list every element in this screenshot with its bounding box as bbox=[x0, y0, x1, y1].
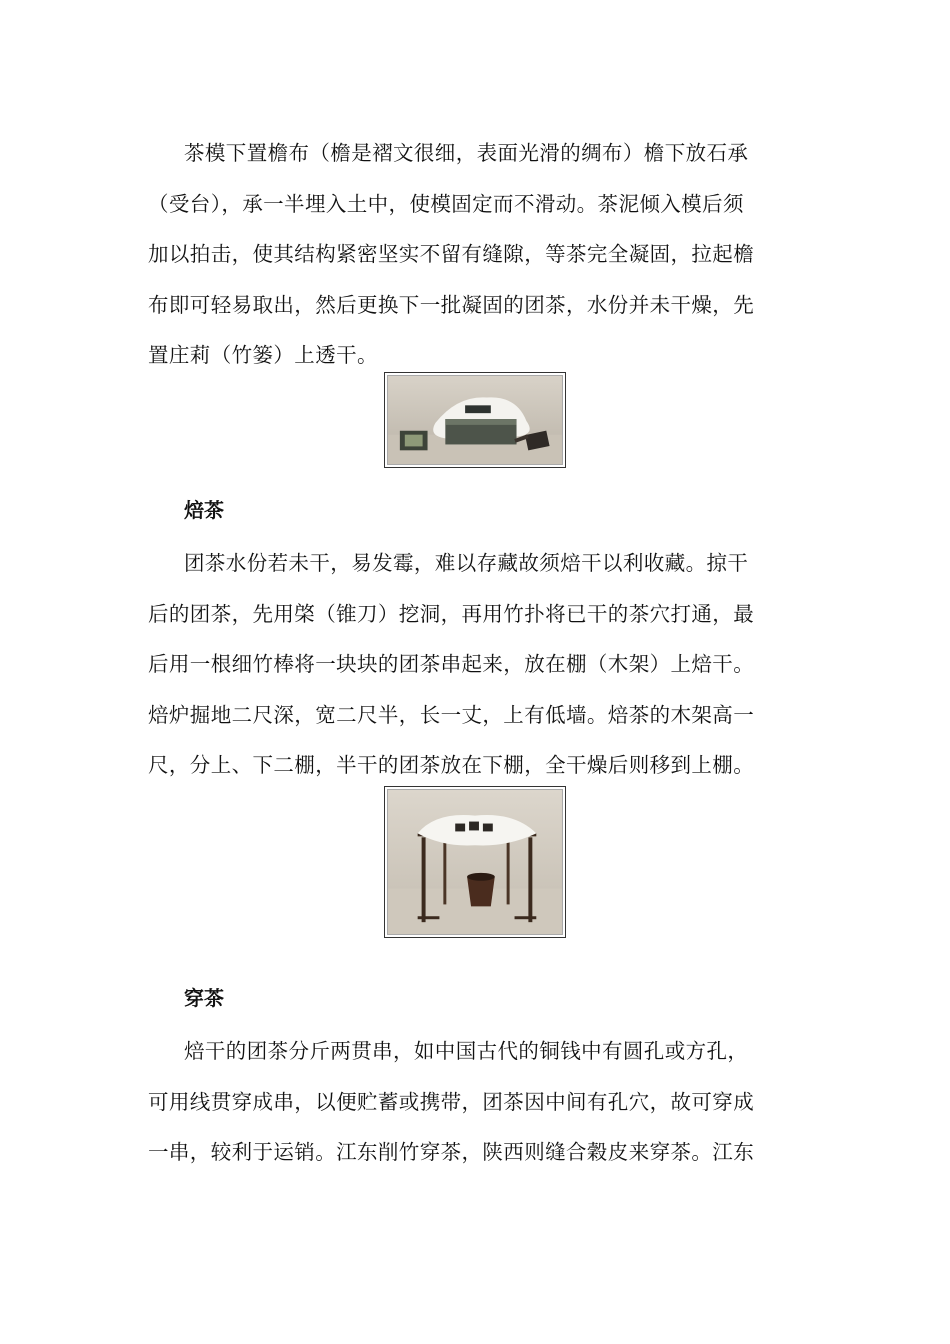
heading-bei-cha: 焙茶 bbox=[184, 498, 224, 522]
figure-tea-mold-photo bbox=[384, 372, 566, 468]
paragraph-line: 焙干的团茶分斤两贯串，如中国古代的铜钱中有圆孔或方孔， bbox=[184, 1039, 749, 1063]
heading-chuan-cha: 穿茶 bbox=[184, 986, 224, 1010]
paragraph-line: 后用一根细竹棒将一块块的团茶串起来，放在棚（木架）上焙干。 bbox=[148, 652, 755, 676]
paragraph-line: 一串，较利于运销。江东削竹穿茶，陕西则缝合穀皮来穿茶。江东 bbox=[148, 1140, 755, 1164]
tea-mold-illustration bbox=[388, 376, 562, 464]
paragraph-line: 加以拍击，使其结构紧密坚实不留有缝隙，等茶完全凝固，拉起檐 bbox=[148, 242, 755, 266]
paragraph-line: 茶模下置檐布（檐是褶文很细，表面光滑的绸布）檐下放石承 bbox=[184, 141, 749, 165]
paragraph-line: 置庄莉（竹篓）上透干。 bbox=[148, 343, 378, 367]
drying-rack-illustration bbox=[388, 790, 562, 934]
paragraph-line: 布即可轻易取出，然后更换下一批凝固的团茶，水份并未干燥，先 bbox=[148, 292, 755, 317]
paragraph-chuan-cha bbox=[148, 1026, 808, 1178]
paragraph-bei-cha bbox=[148, 538, 808, 791]
paragraph-tea-mold bbox=[148, 128, 808, 381]
paragraph-line: （受台），承一半埋入土中，使模固定而不滑动。茶泥倾入模后须 bbox=[148, 191, 744, 216]
paragraph-line: 尺，分上、下二棚，半干的团茶放在下棚，全干燥后则移到上棚。 bbox=[148, 753, 755, 777]
paragraph-line: 焙炉掘地二尺深，宽二尺半，长一丈，上有低墙。焙茶的木架高一 bbox=[148, 702, 755, 727]
figure-drying-rack-photo bbox=[384, 786, 566, 938]
paragraph-line: 后的团茶，先用棨（锥刀）挖洞，再用竹扑将已干的茶穴打通，最 bbox=[148, 601, 755, 626]
paragraph-line: 团茶水份若未干，易发霉，难以存藏故须焙干以利收藏。掠干 bbox=[184, 551, 749, 575]
paragraph-line: 可用线贯穿成串，以便贮蓄或携带，团茶因中间有孔穴，故可穿成 bbox=[148, 1089, 755, 1114]
